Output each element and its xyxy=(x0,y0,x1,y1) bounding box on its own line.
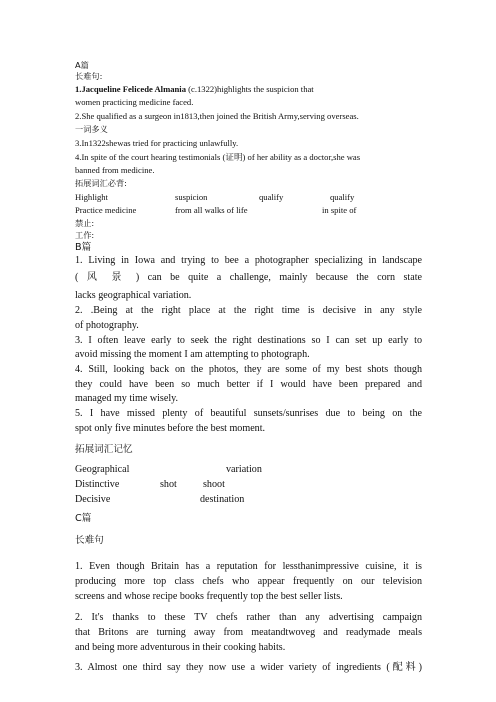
vocab-word: qualify xyxy=(259,192,284,202)
sentence-1-rest: (c.1322)highlights the suspicion that xyxy=(186,84,314,94)
vocab-word: qualify xyxy=(330,192,355,202)
vocab-word: Highlight xyxy=(75,192,108,202)
section-b-line: 4. Still, looking back on the photos, they are some of my best shots though xyxy=(75,364,422,375)
sentence-1-name: 1.Jacqueline Felicede Almania xyxy=(75,84,186,94)
section-a-heading: A篇 xyxy=(75,60,89,70)
section-a-work-label: 工作: xyxy=(75,230,95,240)
section-a-sentence-4-line-2: banned from medicine. xyxy=(75,165,155,175)
vocab-word: in spite of xyxy=(322,205,357,215)
section-b-line: 1. Living in Iowa and trying to bee a photographer specializing in landscape xyxy=(75,255,422,266)
section-b-line: ( 风 景 ) can be quite a challenge, mainly because the corn state xyxy=(75,272,422,283)
vocab-word: shot xyxy=(160,479,177,490)
section-a-sentence-3: 3.In1322shewas tried for practicing unlawfully. xyxy=(75,138,239,148)
section-b-heading: B篇 xyxy=(75,242,92,253)
section-a-polysemy-label: 一词多义 xyxy=(75,124,108,134)
section-a-sentence-2: 2.She qualified as a surgeon in1813,then joined the British Army,serving overseas. xyxy=(75,111,359,121)
section-a-sentence-4: 4.In spite of the court hearing testimonials (证明) of her ability as a doctor,she was xyxy=(75,152,361,162)
vocab-word: Practice medicine xyxy=(75,205,137,215)
vocab-word: suspicion xyxy=(175,192,208,202)
vocab-word: variation xyxy=(226,464,262,475)
section-b-line: spot only five minutes before the best moment. xyxy=(75,423,266,434)
section-b-line: managed my time wisely. xyxy=(75,393,179,404)
section-b-line: avoid missing the moment I am attempting to photograph. xyxy=(75,349,310,360)
section-c-line: screens and whose recipe books frequently top the best seller lists. xyxy=(75,591,343,602)
vocab-word: shoot xyxy=(203,479,225,490)
section-c-line: that Britons are turning away from meatandtwoveg and readymade meals xyxy=(75,627,422,638)
section-c-line: 2. It's thanks to these TV chefs rather than any advertising campaign xyxy=(75,612,422,623)
section-a-vocab-label: 拓展词汇必背: xyxy=(75,178,127,188)
section-a-sentence-1 xyxy=(75,84,422,95)
vocab-word: Geographical xyxy=(75,464,130,475)
section-c-line: 1. Even though Britain has a reputation for lessthanimpressive cuisine, it is xyxy=(75,561,422,572)
section-b-line: 5. I have missed plenty of beautiful sunsets/sunrises due to being on the xyxy=(75,408,422,419)
vocab-word: Decisive xyxy=(75,494,111,505)
section-c-heading: C篇 xyxy=(75,513,92,524)
vocab-word: Distinctive xyxy=(75,479,120,490)
section-c-long-sentences-label: 长难句 xyxy=(75,535,104,546)
section-b-vocab-label: 拓展词汇记忆 xyxy=(75,444,133,455)
section-b-line: 3. I often leave early to seek the right destinations so I can set up early to xyxy=(75,335,422,346)
section-a-banned-label: 禁止: xyxy=(75,218,95,228)
section-c-line: 3. Almost one third say they now use a wider variety of ingredients (配料) xyxy=(75,662,422,673)
section-a-long-sentences-label: 长难句: xyxy=(75,71,103,81)
section-a-sentence-1-line-2: women practicing medicine faced. xyxy=(75,97,194,107)
section-c-line: and being more adventurous in their cooking habits. xyxy=(75,642,286,653)
section-b-line: 2. .Being at the right place at the right time is decisive in any style xyxy=(75,305,422,316)
vocab-word: from all walks of life xyxy=(175,205,248,215)
section-c-line: producing more top class chefs who appear frequently on our television xyxy=(75,576,422,587)
vocab-word: destination xyxy=(200,494,245,505)
section-b-line: of photography. xyxy=(75,320,139,331)
section-b-line: they could have been so much better if I would have been prepared and xyxy=(75,379,422,390)
section-b-line: lacks geographical variation. xyxy=(75,290,192,301)
